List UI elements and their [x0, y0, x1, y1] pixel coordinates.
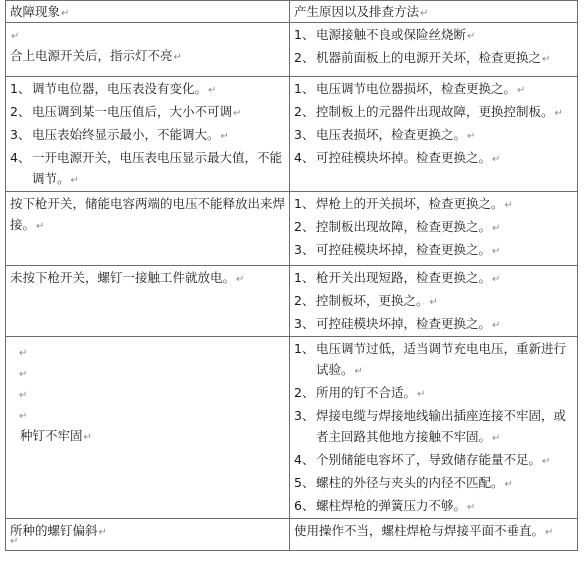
list-item: 4、 个别储能电容坏了，导致储存能量不足。↵ — [294, 452, 551, 467]
header-symptom: 故障现象 — [10, 4, 61, 19]
list-item: 3、 焊接电缆与焊接地线输出插座连接不牢固，或者主回路其他地方接触不牢固。↵ — [294, 408, 567, 444]
table-header-row — [6, 1, 578, 23]
cause-cell — [290, 23, 578, 77]
symptom-cell: 未按下枪开关，螺钉一接触工件就放电。↵ — [6, 266, 290, 337]
list-item: 2、 控制板上的元器件出现故障，更换控制板。↵ — [294, 104, 563, 119]
list-item: 1、 电压调节过低，适当调节充电电压，重新进行试验。↵ — [294, 341, 567, 377]
table-row — [6, 77, 578, 192]
table-row — [6, 337, 578, 519]
header-cell-symptom: 故障现象↵ — [6, 1, 290, 23]
symptom-cell: 按下枪开关，储能电容两端的电压不能释放出来焊接。↵ — [6, 192, 290, 266]
list-item: 2、 机器前面板上的电源开关坏，检查更换之↵ — [294, 50, 551, 65]
symptom-cell: ↵ 合上电源开关后，指示灯不亮↵ — [6, 23, 290, 77]
list-item: 1、 调节电位器，电压表没有变化。↵ — [10, 81, 217, 96]
symptom-text: 合上电源开关后，指示灯不亮 — [10, 48, 173, 63]
cause-cell: 使用操作不当，螺柱焊枪与焊接平面不垂直。↵ — [290, 519, 578, 551]
list-item: 2、 控制板坏，更换之。↵ — [294, 293, 438, 308]
list-item: 1、 电压调节电位器损坏，检查更换之。↵ — [294, 81, 526, 96]
cause-cell — [290, 77, 578, 192]
symptom-text: 种钉不牢固 — [20, 428, 83, 443]
symptom-cell: 所种的螺钉偏斜↵ — [6, 519, 290, 551]
cause-cell — [290, 337, 578, 519]
list-item: 1、 枪开关出现短路，检查更换之。↵ — [294, 270, 501, 285]
list-item: 1、 电源接触不良或保险丝烧断↵ — [294, 27, 476, 42]
header-cause: 产生原因以及排查方法 — [294, 4, 420, 19]
list-item: 5、 螺柱的外径与夹头的内径不匹配。↵ — [294, 475, 513, 490]
list-item: 3、 可控硅模块坏掉，检查更换之。↵ — [294, 242, 501, 257]
list-item: 1、 焊枪上的开关损坏，检查更换之。↵ — [294, 196, 513, 211]
table-row — [6, 23, 578, 77]
symptom-text: 按下枪开关，储能电容两端的电压不能释放出来焊接。 — [10, 196, 286, 232]
symptom-text: 所种的螺钉偏斜 — [10, 523, 98, 538]
list-item: 3、 电压表损坏，检查更换之。↵ — [294, 127, 476, 142]
header-cell-cause: 产生原因以及排查方法↵ — [290, 1, 578, 23]
list-item: 4、 一开电源开关，电压表电压显示最大值，不能调节。↵ — [10, 150, 283, 186]
list-item: 3、 可控硅模块坏掉，检查更换之。↵ — [294, 316, 501, 331]
list-item: 6、 螺柱焊枪的弹簧压力不够。↵ — [294, 498, 476, 513]
list-item: 3、 电压表始终显示最小，不能调大。↵ — [10, 127, 229, 142]
list-item: 2、 控制板出现故障，检查更换之。↵ — [294, 219, 501, 234]
list-item: 4、 可控硅模块坏掉。检查更换之。↵ — [294, 150, 501, 165]
list-item: 2、 所用的钉不合适。↵ — [294, 385, 426, 400]
symptom-text: 未按下枪开关，螺钉一接触工件就放电。 — [10, 270, 236, 285]
table-row — [6, 192, 578, 266]
symptom-cell: ↵ ↵ ↵ ↵ 种钉不牢固↵ — [6, 337, 290, 519]
cause-cell — [290, 266, 578, 337]
list-item: 2、 电压调到某一电压值后，大小不可调↵ — [10, 104, 242, 119]
table-row — [6, 519, 578, 551]
cause-text: 使用操作不当，螺柱焊枪与焊接平面不垂直。 — [294, 523, 545, 538]
table-row — [6, 266, 578, 337]
troubleshooting-table — [5, 0, 578, 551]
cause-cell — [290, 192, 578, 266]
paragraph-mark: ↵ — [10, 536, 19, 547]
symptom-cell — [6, 77, 290, 192]
